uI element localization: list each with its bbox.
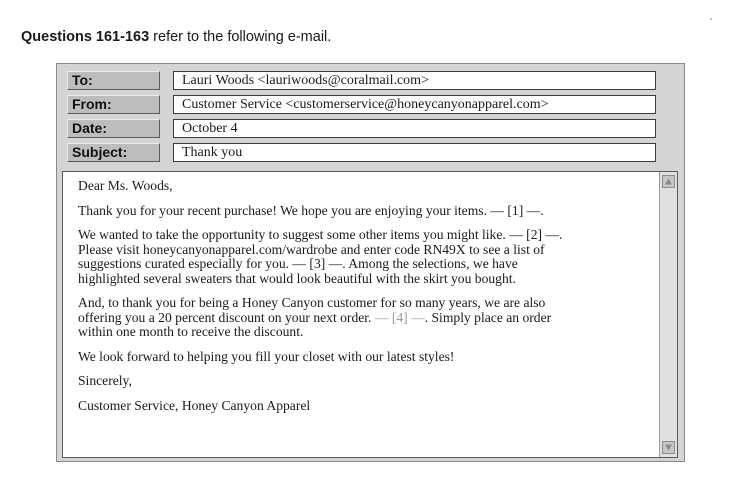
- to-label: To:: [67, 71, 160, 90]
- subject-label: Subject:: [67, 143, 160, 162]
- paragraph-2-line-1: We wanted to take the opportunity to suggest some other items you might like. — [2] —.: [78, 227, 563, 242]
- closing: Sincerely,: [78, 373, 132, 388]
- scan-dot: [710, 18, 712, 20]
- paragraph-3-line-2b: . Simply place an order: [424, 309, 552, 325]
- paragraph-1: Thank you for your recent purchase! We hope you are enjoying your items. — [1] —.: [78, 202, 544, 218]
- from-row: [67, 95, 654, 114]
- from-label: From:: [67, 95, 160, 114]
- paragraph-3-line-2a: offering you a 20 percent discount on your next order.: [78, 309, 375, 325]
- date-row: [67, 119, 654, 138]
- scroll-down-button[interactable]: [662, 441, 675, 454]
- paragraph-2: [78, 228, 658, 286]
- question-range: Questions 161-163: [21, 29, 150, 45]
- message-text: [78, 179, 658, 423]
- paragraph-2-line-4: highlighted several sweaters that would look beautiful with the skirt you bought.: [78, 270, 516, 286]
- paragraph-3-line-3: within one month to receive the discount.: [78, 324, 304, 339]
- paragraph-4: We look forward to helping you fill your closet with our latest styles!: [78, 348, 455, 364]
- date-label: Date:: [67, 119, 160, 138]
- vertical-scrollbar[interactable]: [659, 172, 677, 457]
- paragraph-3-line-1: And, to thank you for being a Honey Canyon customer for so many years, we are also: [78, 295, 546, 310]
- paragraph-2-line-2: Please visit honeycanyonapparel.com/wardrobe and enter code RN49X to see a list of: [78, 241, 545, 257]
- question-header: [21, 29, 331, 45]
- from-field[interactable]: Customer Service <customerservice@honeycanyonapparel.com>: [173, 95, 656, 114]
- to-row: [67, 71, 654, 90]
- insertion-marker-4: — [4] —: [374, 309, 425, 325]
- email-window: [56, 63, 685, 462]
- greeting: Dear Ms. Woods,: [78, 178, 173, 193]
- scroll-up-button[interactable]: [662, 175, 675, 188]
- date-field[interactable]: October 4: [173, 119, 656, 138]
- to-field[interactable]: Lauri Woods <lauriwoods@coralmail.com>: [173, 71, 656, 90]
- question-intro: refer to the following e-mail.: [149, 29, 332, 45]
- signature: Customer Service, Honey Canyon Apparel: [78, 397, 311, 413]
- paragraph-2-line-3: suggestions curated especially for you. — [3] —. Among the selections, we have: [78, 256, 518, 271]
- paragraph-3: [78, 296, 658, 340]
- subject-row: [67, 143, 654, 162]
- message-body[interactable]: [62, 171, 678, 458]
- subject-field[interactable]: Thank you: [173, 143, 656, 162]
